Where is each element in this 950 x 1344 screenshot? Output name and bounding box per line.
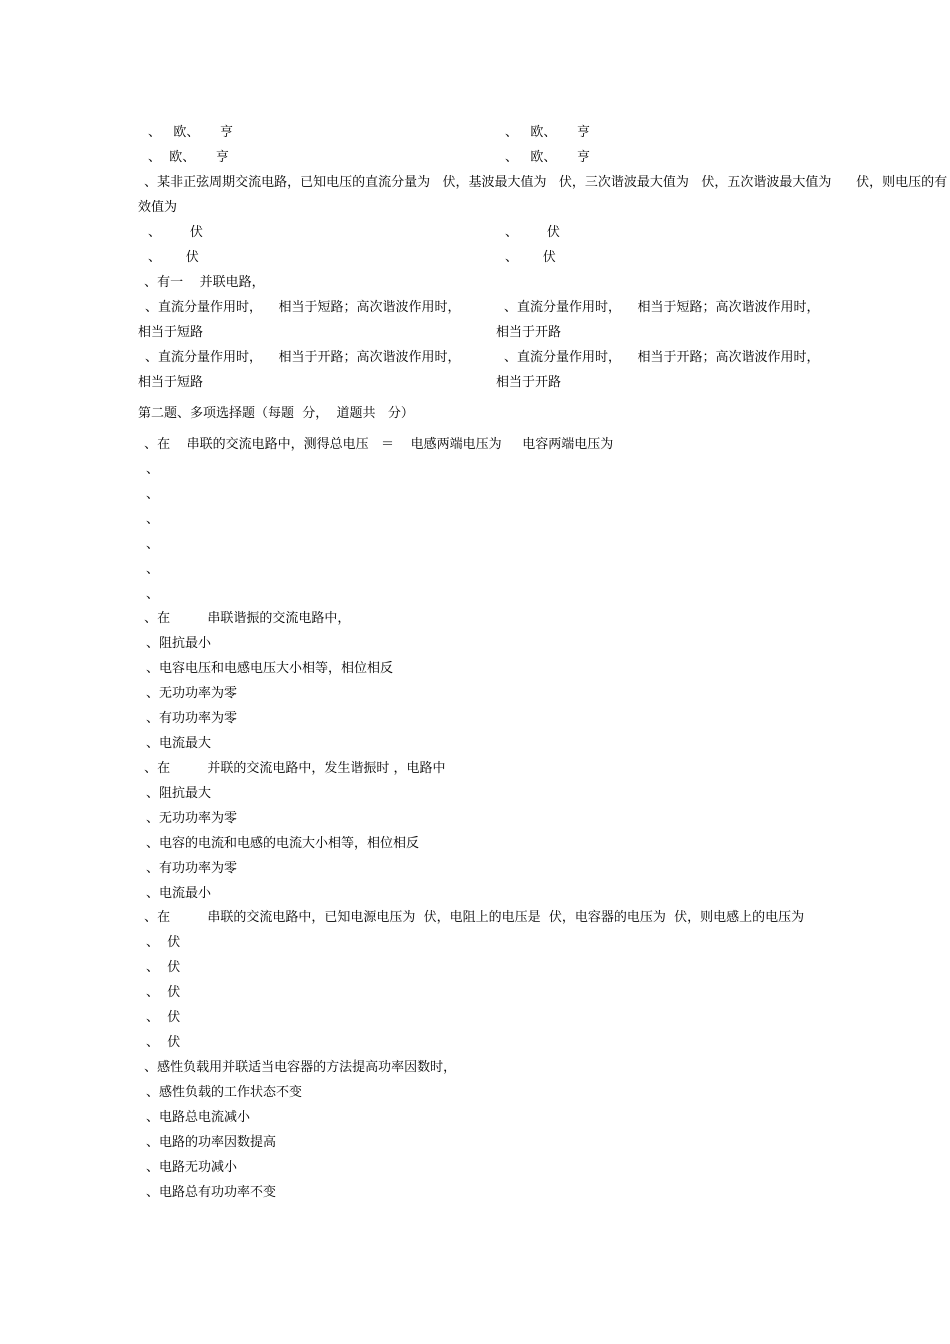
option-d: 、直流分量作用时， 相当于开路；高次谐波作用时， xyxy=(504,350,820,365)
option-item: 、 伏 xyxy=(146,985,181,1000)
question-stem-continued: 效值为 xyxy=(138,200,178,215)
option-c: 、 伏 xyxy=(148,250,199,265)
option-item: 、电容电压和电感电压大小相等，相位相反 xyxy=(146,661,394,676)
option-item: 、有功功率为零 xyxy=(146,861,238,876)
option-item: 、 xyxy=(146,537,160,552)
option-item: 、无功功率为零 xyxy=(146,811,238,826)
option-item: 、 伏 xyxy=(146,960,181,975)
option-item: 、 xyxy=(146,462,160,477)
option-item: 、电路总有功功率不变 xyxy=(146,1185,277,1200)
option-c-continued: 相当于短路 xyxy=(138,375,204,390)
option-item: 、电路总电流减小 xyxy=(146,1110,251,1125)
option-item: 、无功功率为零 xyxy=(146,686,238,701)
question-stem: 、在 串联的交流电路中，已知电源电压为 伏，电阻上的电压是 伏，电容器的电压为 伏，则电感上的电压为 xyxy=(140,910,805,925)
option-item: 、 xyxy=(146,587,160,602)
option-item: 、 xyxy=(146,562,160,577)
option-item: 、 伏 xyxy=(146,935,181,950)
option-item: 、电流最小 xyxy=(146,886,212,901)
option-item: 、电路的功率因数提高 xyxy=(146,1135,277,1150)
option-item: 、感性负载的工作状态不变 xyxy=(146,1085,303,1100)
option-d: 、 伏 xyxy=(505,250,556,265)
option-b: 、 欧、 亨 xyxy=(505,125,591,140)
option-item: 、电路无功减小 xyxy=(146,1160,238,1175)
question-stem: 、在 并联的交流电路中，发生谐振时 ，电路中 xyxy=(140,761,446,776)
option-item: 、电容的电流和电感的电流大小相等，相位相反 xyxy=(146,836,420,851)
question-stem: 、在 串联谐振的交流电路中， xyxy=(140,611,351,626)
option-item: 、 伏 xyxy=(146,1035,181,1050)
option-a: 、直流分量作用时， 相当于短路；高次谐波作用时， xyxy=(145,300,461,315)
section-heading: 第二题、多项选择题（每题 分， 道题共 分） xyxy=(138,406,414,421)
question-stem: 、在 串联的交流电路中，测得总电压 ＝ 电感两端电压为 电容两端电压为 xyxy=(140,437,614,452)
option-c: 、 欧、 亨 xyxy=(148,150,229,165)
option-item: 、阻抗最小 xyxy=(146,636,212,651)
option-b: 、 伏 xyxy=(505,225,560,240)
question-stem: 、感性负载用并联适当电容器的方法提高功率因数时， xyxy=(140,1060,457,1075)
option-c: 、直流分量作用时， 相当于开路；高次谐波作用时， xyxy=(145,350,461,365)
question-stem: 、有一 并联电路， xyxy=(140,275,265,290)
option-item: 、 伏 xyxy=(146,1010,181,1025)
option-d-continued: 相当于开路 xyxy=(496,375,562,390)
option-a: 、 欧、 亨 xyxy=(148,125,234,140)
option-d: 、 欧、 亨 xyxy=(505,150,591,165)
option-item: 、阻抗最大 xyxy=(146,786,212,801)
option-item: 、 xyxy=(146,487,160,502)
question-stem: 、某非正弦周期交流电路，已知电压的直流分量为 伏，基波最大值为 伏，三次谐波最大值为 伏，五次谐波最大值为 伏，则电压的有 xyxy=(140,175,948,190)
option-b-continued: 相当于开路 xyxy=(496,325,562,340)
option-b: 、直流分量作用时， 相当于短路；高次谐波作用时， xyxy=(504,300,820,315)
option-item: 、电流最大 xyxy=(146,736,212,751)
option-a: 、 伏 xyxy=(148,225,203,240)
option-a-continued: 相当于短路 xyxy=(138,325,204,340)
option-item: 、 xyxy=(146,512,160,527)
option-item: 、有功功率为零 xyxy=(146,711,238,726)
